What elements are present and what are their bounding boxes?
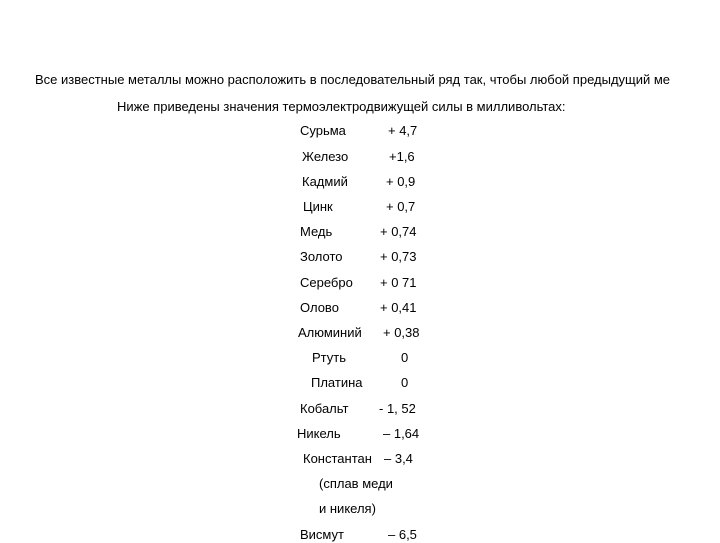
metal-value: + 0,73 bbox=[380, 249, 417, 264]
metal-name: Кадмий bbox=[302, 174, 348, 189]
metal-value: 0 bbox=[401, 375, 409, 390]
metal-value: + 4,7 bbox=[388, 123, 418, 138]
metal-value: +1,6 bbox=[389, 149, 415, 164]
metal-value: 0 bbox=[401, 350, 409, 365]
metal-name: Серебро bbox=[300, 275, 353, 290]
metal-value: - 1, 52 bbox=[379, 401, 416, 416]
metal-name: Алюминий bbox=[298, 325, 362, 340]
note-text: и никеля) bbox=[319, 501, 376, 516]
metal-value: + 0,38 bbox=[383, 325, 420, 340]
metal-value: – 3,4 bbox=[384, 451, 413, 466]
metal-value: + 0,7 bbox=[386, 199, 416, 214]
metal-value: + 0,74 bbox=[380, 224, 417, 239]
metal-value: + 0,9 bbox=[386, 174, 416, 189]
metal-name: Никель bbox=[297, 426, 341, 441]
metal-value: + 0,41 bbox=[380, 300, 417, 315]
metal-name: Кобальт bbox=[300, 401, 349, 416]
metal-name: Золото bbox=[300, 249, 343, 264]
metal-name: Сурьма bbox=[300, 123, 346, 138]
subheading: Ниже приведены значения термоэлектродвижущей силы в милливольтах: bbox=[117, 99, 566, 114]
metal-name: Олово bbox=[300, 300, 339, 315]
metal-name: Платина bbox=[311, 375, 363, 390]
metal-value: – 1,64 bbox=[383, 426, 420, 441]
metal-name: Константан bbox=[303, 451, 372, 466]
metal-value: + 0 71 bbox=[380, 275, 417, 290]
metal-name: Медь bbox=[300, 224, 333, 239]
note-text: (сплав меди bbox=[319, 476, 393, 491]
metal-name: Железо bbox=[302, 149, 349, 164]
intro-text: Все известные металлы можно расположить в последовательный ряд так, чтобы любой предыдущий ме bbox=[35, 72, 671, 87]
metal-name: Цинк bbox=[303, 199, 333, 214]
metal-value: – 6,5 bbox=[388, 527, 417, 542]
metal-name: Висмут bbox=[300, 527, 344, 542]
metal-name: Ртуть bbox=[312, 350, 346, 365]
